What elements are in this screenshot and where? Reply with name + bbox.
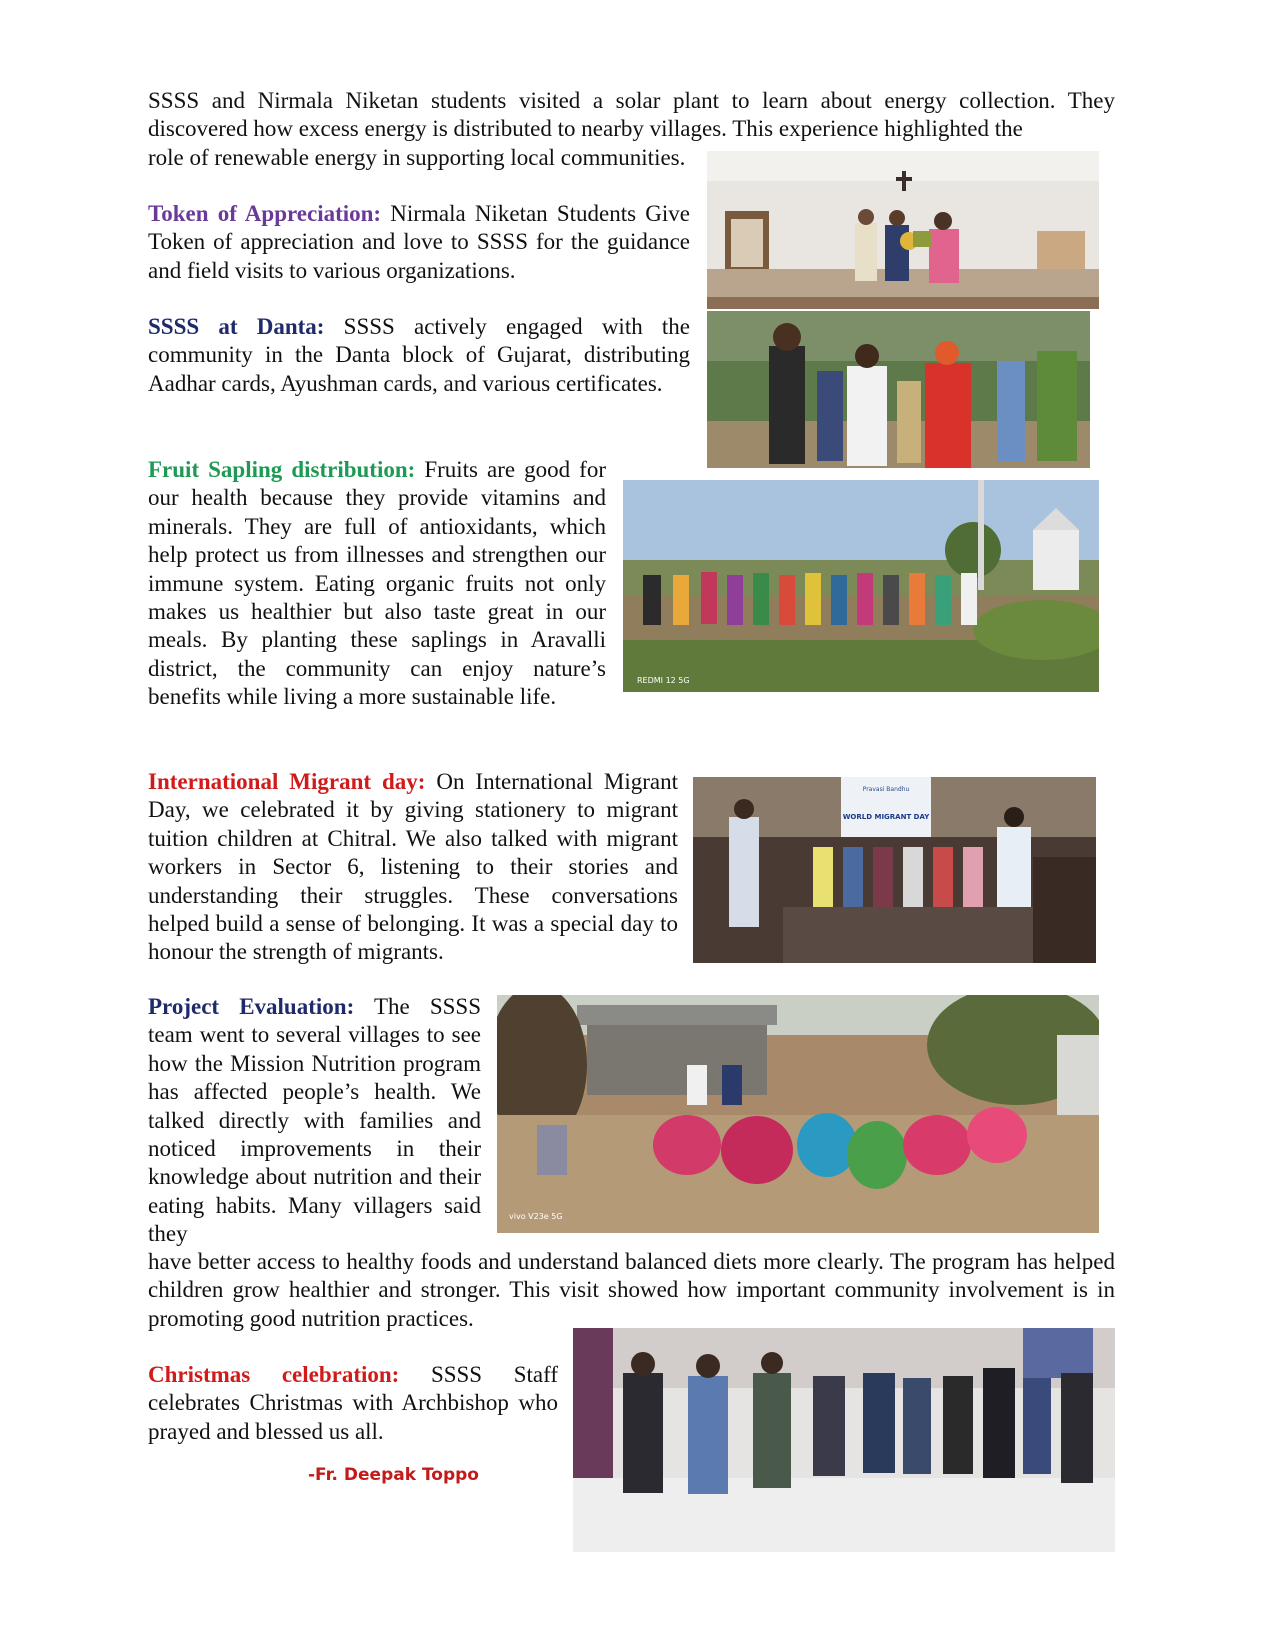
christmas-section: [148, 1361, 558, 1446]
evaluation-photo-watermark: vivo V23e 5G: [509, 1212, 563, 1221]
evaluation-body: The SSSS team went to several villages to see how the Mission Nutrition program has affected people’s health. We talked directly with families and noticed improvements in their knowledge about nutrition and their eating habits. Many villagers said they: [148, 994, 481, 1247]
intro-continuation: [148, 144, 690, 172]
token-section: [148, 200, 690, 285]
fruit-photo-watermark: REDMI 12 5G: [637, 676, 690, 685]
migrant-banner-top: Pravasi Bandhu: [862, 786, 910, 793]
evaluation-continuation: [148, 1248, 1115, 1333]
danta-section: [148, 313, 690, 398]
danta-photo: [707, 311, 1090, 468]
christmas-body: SSSS Staff celebrates Christmas with Archbishop who prayed and blessed us all.: [148, 1362, 558, 1444]
evaluation-photo: [497, 995, 1099, 1233]
intro-paragraph: [148, 87, 1115, 144]
christmas-heading: Christmas celebration:: [148, 1362, 400, 1387]
intro-line-1: SSSS and Nirmala Niketan students visited a solar plant to learn about energy collection. They discovered how excess energy is distributed to nearby villages. This experience highlighted the: [148, 88, 1115, 142]
danta-body: SSSS actively engaged with the community in the Danta block of Gujarat, distributing Aadhar cards, Ayushman cards, and various certificates.: [148, 314, 691, 396]
fruit-photo: [623, 480, 1099, 692]
token-photo: [707, 151, 1099, 309]
evaluation-heading: Project Evaluation:: [148, 994, 355, 1019]
migrant-photo: [693, 777, 1096, 963]
danta-heading: SSSS at Danta:: [148, 314, 325, 339]
migrant-section: [148, 768, 678, 967]
migrant-heading: International Migrant day:: [148, 769, 426, 794]
fruit-heading: Fruit Sapling distribution:: [148, 457, 416, 482]
evaluation-continuation-text: have better access to healthy foods and understand balanced diets more clearly. The program has helped children grow healthier and stronger. This visit showed how important community involvement is in promoting good nutrition practices.: [148, 1249, 1115, 1331]
migrant-body: On International Migrant Day, we celebrated it by giving stationery to migrant tuition children at Chitral. We also talked with migrant workers in Sector 6, listening to their stories and understanding their struggles. These conversations helped build a sense of belonging. It was a special day to honour the strength of migrants.: [148, 769, 678, 965]
token-body: Nirmala Niketan Students Give Token of appreciation and love to SSSS for the guidance and field visits to various organizations.: [148, 201, 690, 283]
fruit-body: Fruits are good for our health because they provide vitamins and minerals. They are full of antioxidants, which help protect us from illnesses and strengthen our immune system. Eating organic fruits not only makes us healthier but also taste great in our meals. By planting these saplings in Aravalli district, the community can enjoy nature’s benefits while living a more sustainable life.: [148, 457, 606, 710]
author-signature: -Fr. Deepak Toppo: [308, 1465, 479, 1485]
intro-line-2: role of renewable energy in supporting local communities.: [148, 145, 686, 170]
christmas-photo: [573, 1328, 1115, 1552]
token-heading: Token of Appreciation:: [148, 201, 382, 226]
evaluation-section: [148, 993, 481, 1249]
migrant-banner-title: WORLD MIGRANT DAY: [842, 813, 930, 821]
fruit-section: [148, 456, 606, 712]
